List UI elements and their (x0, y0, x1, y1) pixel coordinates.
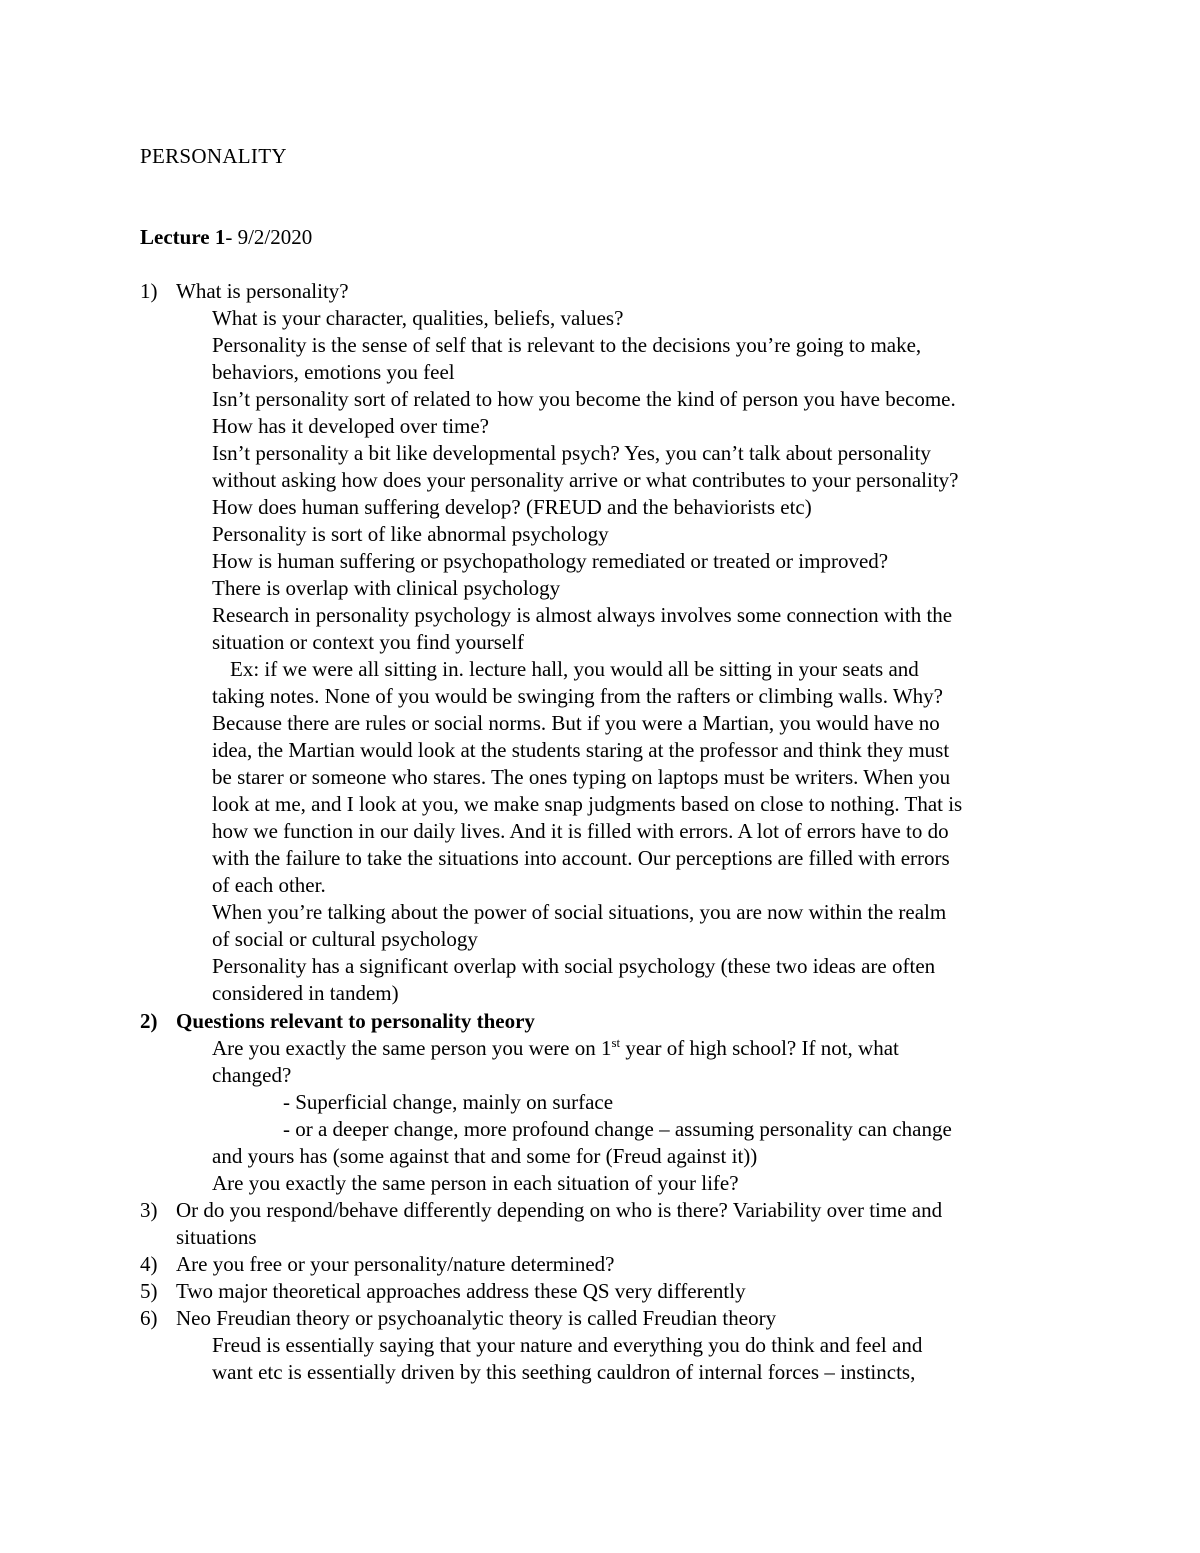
item-1-line: When you’re talking about the power of social situations, you are now within the realm (212, 900, 947, 924)
item-6-line: Freud is essentially saying that your nature and everything you do think and feel and (212, 1333, 923, 1357)
item-6-number: 6) (140, 1306, 158, 1330)
item-1-line: look at me, and I look at you, we make snap judgments based on close to nothing. That is (212, 792, 963, 816)
item-1-line: How does human suffering develop? (FREUD and the behaviorists etc) (212, 495, 812, 519)
item-1-line: considered in tandem) (212, 981, 399, 1005)
item-4-number: 4) (140, 1252, 158, 1276)
item-1-line: situation or context you find yourself (212, 630, 525, 654)
item-1-heading: What is personality? (176, 279, 349, 303)
item-6-line: want etc is essentially driven by this seething cauldron of internal forces – instincts, (212, 1360, 916, 1384)
item-1-line: Personality is the sense of self that is relevant to the decisions you’re going to make, (212, 333, 922, 357)
item-1-line: taking notes. None of you would be swinging from the rafters or climbing walls. Why? (212, 684, 943, 708)
item-2-number: 2) (140, 1009, 158, 1033)
item-1-line: be starer or someone who stares. The ones typing on laptops must be writers. When you (212, 765, 951, 789)
item-3-line: situations (176, 1225, 257, 1249)
item-2-line (212, 1035, 899, 1061)
item-2-line-post: year of high school? If not, what (620, 1036, 899, 1060)
item-1-line: of each other. (212, 873, 326, 897)
item-1-line: How is human suffering or psychopathology remediated or treated or improved? (212, 549, 889, 573)
item-1-line: how we function in our daily lives. And it is filled with errors. A lot of errors have to do (212, 819, 949, 843)
item-4-line: Are you free or your personality/nature determined? (176, 1252, 615, 1276)
item-1-line: How has it developed over time? (212, 414, 489, 438)
item-1-line: Personality has a significant overlap with social psychology (these two ideas are often (212, 954, 936, 978)
item-1-line: Isn’t personality sort of related to how you become the kind of person you have become. (212, 387, 956, 411)
item-2-line: changed? (212, 1063, 292, 1087)
item-1-line: There is overlap with clinical psychology (212, 576, 561, 600)
item-3-number: 3) (140, 1198, 158, 1222)
item-1-line: What is your character, qualities, beliefs, values? (212, 306, 624, 330)
item-1-line: Personality is sort of like abnormal psychology (212, 522, 609, 546)
item-2-line: Are you exactly the same person in each situation of your life? (212, 1171, 739, 1195)
item-1-line: of social or cultural psychology (212, 927, 478, 951)
item-2-line-pre: Are you exactly the same person you were on 1 (212, 1036, 612, 1060)
item-1-line: behaviors, emotions you feel (212, 360, 455, 384)
item-2-heading: Questions relevant to personality theory (176, 1009, 535, 1033)
item-5-number: 5) (140, 1279, 158, 1303)
item-2-subpoint: - or a deeper change, more profound change – assuming personality can change (283, 1117, 952, 1141)
item-1-line: with the failure to take the situations into account. Our perceptions are filled with errors (212, 846, 950, 870)
item-1-line: without asking how does your personality arrive or what contributes to your personality? (212, 468, 959, 492)
item-2-superscript: st (611, 1035, 621, 1050)
item-1-line: Research in personality psychology is almost always involves some connection with the (212, 603, 953, 627)
item-6-line: Neo Freudian theory or psychoanalytic theory is called Freudian theory (176, 1306, 777, 1330)
item-1-line: Because there are rules or social norms. But if you were a Martian, you would have no (212, 711, 940, 735)
item-3-line: Or do you respond/behave differently depending on who is there? Variability over time and (176, 1198, 943, 1222)
lecture-heading (140, 224, 312, 250)
item-1-line: Ex: if we were all sitting in. lecture hall, you would all be sitting in your seats and (230, 657, 919, 681)
item-1-line: Isn’t personality a bit like developmental psych? Yes, you can’t talk about personality (212, 441, 931, 465)
item-2-line: and yours has (some against that and some for (Freud against it)) (212, 1144, 758, 1168)
item-1-line: idea, the Martian would look at the students staring at the professor and think they must (212, 738, 950, 762)
item-5-line: Two major theoretical approaches address these QS very differently (176, 1279, 746, 1303)
item-1-number: 1) (140, 279, 158, 303)
lecture-date: - 9/2/2020 (225, 225, 313, 249)
item-2-subpoint: - Superficial change, mainly on surface (283, 1090, 614, 1114)
document-title: PERSONALITY (140, 144, 287, 168)
lecture-label: Lecture 1 (140, 225, 226, 249)
